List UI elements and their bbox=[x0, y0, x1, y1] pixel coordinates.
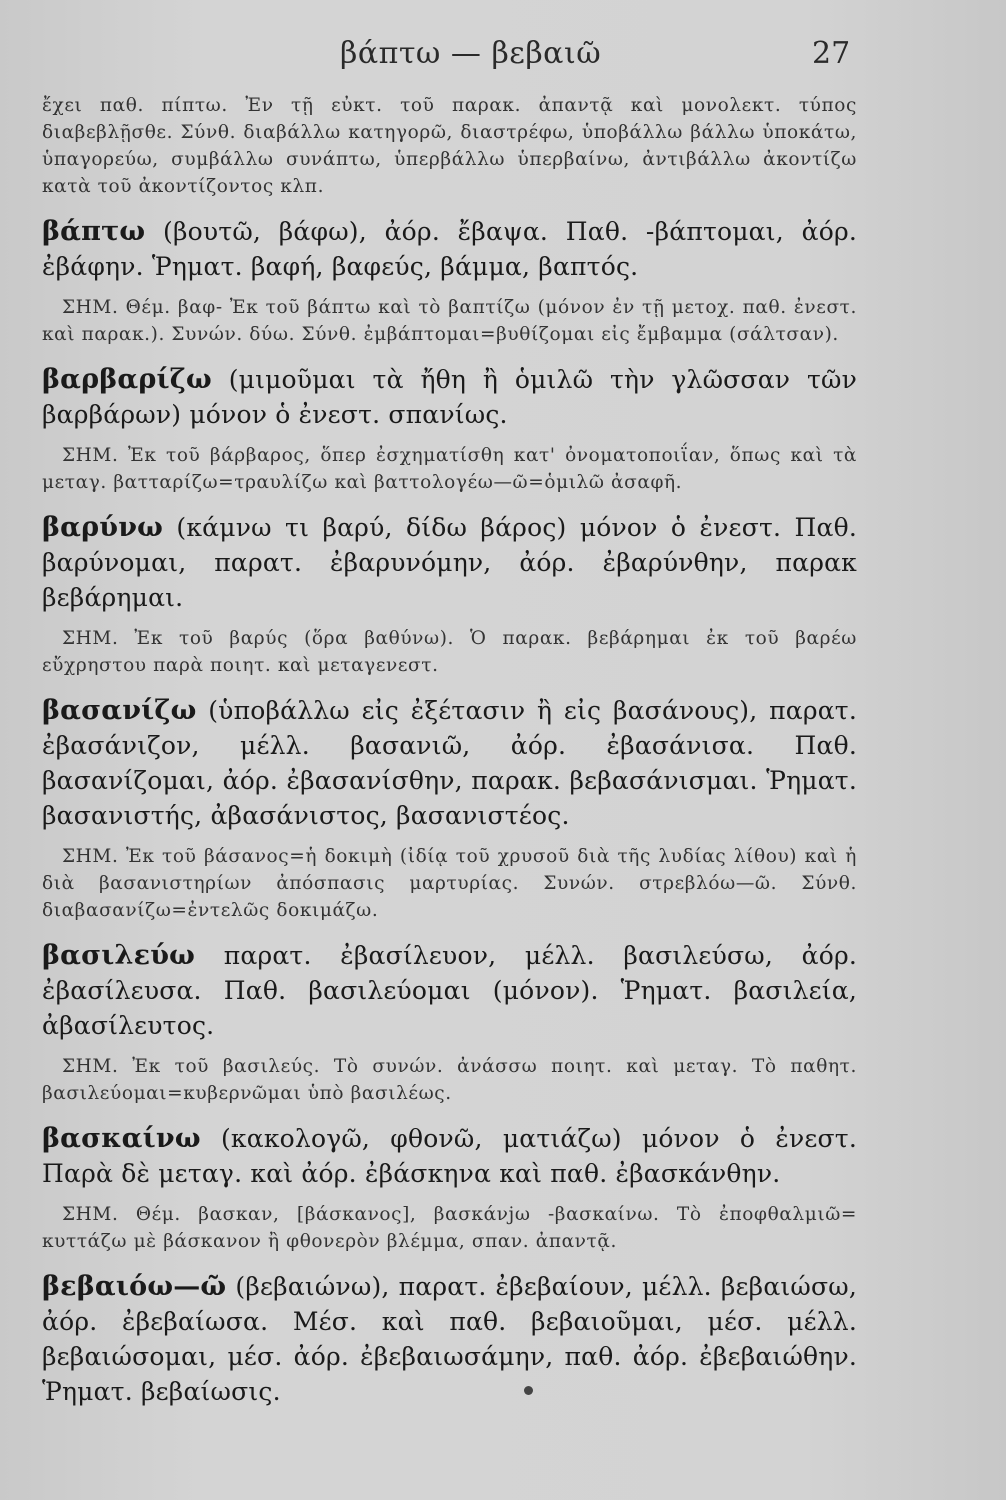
entry-text: (βουτῶ, βάφω), ἀόρ. ἔβαψα. Παθ. -βάπτομαι, ἀόρ. ἐβάφην. Ῥηματ. βαφή, βαφεύς, βάμμα, βαπτός. bbox=[42, 217, 857, 281]
page-number: 27 bbox=[812, 36, 851, 71]
entry-note: ΣΗΜ. Ἐκ τοῦ βαρύς (ὅρα βαθύνω). Ὁ παρακ. βεβάρημαι ἐκ τοῦ βαρέω εὔχρηστου παρὰ ποιητ. καὶ μεταγενεστ. bbox=[42, 628, 857, 676]
dictionary-entry bbox=[42, 1121, 857, 1255]
entry-note: ΣΗΜ. Ἐκ τοῦ βάρβαρος, ὅπερ ἐσχηματίσθη κατ' ὀνοματοποιΐαν, ὅπως καὶ τὰ μεταγ. βατταρίζω=τραυλίζω καὶ βαττολογέω—ῶ=ὁμιλῶ ἀσαφῆ. bbox=[42, 445, 857, 493]
entry-text: (μιμοῦμαι τὰ ἤθη ἢ ὁμιλῶ τὴν γλῶσσαν τῶν βαρβάρων) μόνον ὁ ἐνεστ. σπανίως. bbox=[42, 365, 857, 429]
dictionary-entry bbox=[42, 214, 857, 348]
continued-note: ἔχει παθ. πίπτω. Ἐν τῇ εὐκτ. τοῦ παρακ. ἀπαντᾷ καὶ μονολεκτ. τύπος διαβεβλῇσθε. Σύνθ. διαβάλλω κατηγορῶ, διαστρέφω, ὑποβάλλω βάλλω ὑποκάτω, ὑπαγορεύω, συμβάλλω συνάπτω, ὑπερβάλλω ὑπερβαίνω, ἀντιβάλλω ἀκοντίζω κατὰ τοῦ ἀκοντίζοντος κλπ. bbox=[42, 95, 857, 197]
dictionary-entry bbox=[42, 510, 857, 679]
entry-lemma: βαρβαρίζω bbox=[42, 364, 212, 395]
entry-text: (ὑποβάλλω εἰς ἐξέτασιν ἢ εἰς βασάνους), παρατ. ἐβασάνιζον, μέλλ. βασανιῶ, ἀόρ. ἐβασάνισα. Παθ. βασανίζομαι, ἀόρ. ἐβασανίσθην, παρακ. βεβασάνισμαι. Ῥηματ. βασανιστής, ἀβασάνιστος, βασανιστέος. bbox=[42, 696, 857, 830]
dictionary-entry bbox=[42, 693, 857, 924]
entry-text: (βεβαιώνω), παρατ. ἐβεβαίουν, μέλλ. βεβαιώσω, ἀόρ. ἐβεβαίωσα. Μέσ. καὶ παθ. βεβαιοῦμαι, μέσ. μέλλ. βεβαιώσομαι, μέσ. ἀόρ. ἐβεβαιωσάμην, παθ. ἀόρ. ἐβεβαιώθην. Ῥηματ. βεβαίωσις. bbox=[42, 1272, 857, 1406]
entry-lemma: βαρύνω bbox=[42, 512, 164, 543]
entry-text: (κακολογῶ, φθονῶ, ματιάζω) μόνον ὁ ἐνεστ. Παρὰ δὲ μεταγ. καὶ ἀόρ. ἐβάσκηνα καὶ παθ. ἐβασκάνθην. bbox=[42, 1124, 857, 1188]
ink-speck bbox=[524, 1386, 533, 1395]
running-head: βάπτω — βεβαιῶ bbox=[340, 36, 602, 71]
page-body bbox=[42, 92, 857, 1409]
entry-text: (κάμνω τι βαρύ, δίδω βάρος) μόνον ὁ ἐνεστ. Παθ. βαρύνομαι, παρατ. ἐβαρυνόμην, ἀόρ. ἐβαρύνθην, παρακ βεβάρημαι. bbox=[42, 513, 857, 612]
entry-lemma: βεβαιόω—ῶ bbox=[42, 1271, 227, 1302]
dictionary-entry bbox=[42, 1269, 857, 1409]
entry-note: ΣΗΜ. Θέμ. βασκαν, [βάσκανος], βασκάνjω -βασκαίνω. Τὸ ἐποφθαλμιῶ= κυττάζω μὲ βάσκανον ἢ φθονερὸν βλέμμα, σπαν. ἀπαντᾷ. bbox=[42, 1204, 857, 1252]
dictionary-entry bbox=[42, 362, 857, 496]
dictionary-entry bbox=[42, 938, 857, 1107]
entry-note: ΣΗΜ. Θέμ. βαφ- Ἐκ τοῦ βάπτω καὶ τὸ βαπτίζω (μόνον ἐν τῇ μετοχ. παθ. ἐνεστ. καὶ παρακ.). Συνών. δύω. Σύνθ. ἐμβάπτομαι=βυθίζομαι εἰς ἔμβαμμα (σάλτσαν). bbox=[42, 297, 857, 345]
entry-lemma: βασιλεύω bbox=[42, 940, 196, 971]
page-header bbox=[0, 30, 1006, 80]
entry-note: ΣΗΜ. Ἐκ τοῦ βάσανος=ἡ δοκιμὴ (ἰδίᾳ τοῦ χρυσοῦ διὰ τῆς λυδίας λίθου) καὶ ἡ διὰ βασανιστηρίων ἀπόσπασις μαρτυρίας. Συνών. στρεβλόω—ῶ. Σύνθ. διαβασανίζω=ἐντελῶς δοκιμάζω. bbox=[42, 846, 857, 921]
entry-note: ΣΗΜ. Ἐκ τοῦ βασιλεύς. Τὸ συνών. ἀνάσσω ποιητ. καὶ μεταγ. Τὸ παθητ. βασιλεύομαι=κυβερνῶμαι ὑπὸ βασιλέως. bbox=[42, 1056, 857, 1104]
entry-lemma: βασκαίνω bbox=[42, 1123, 201, 1154]
entry-text: παρατ. ἐβασίλευον, μέλλ. βασιλεύσω, ἀόρ. ἐβασίλευσα. Παθ. βασιλεύομαι (μόνον). Ῥηματ. βασιλεία, ἀβασίλευτος. bbox=[42, 941, 857, 1040]
entry-lemma: βασανίζω bbox=[42, 695, 197, 726]
entry-lemma: βάπτω bbox=[42, 216, 146, 247]
